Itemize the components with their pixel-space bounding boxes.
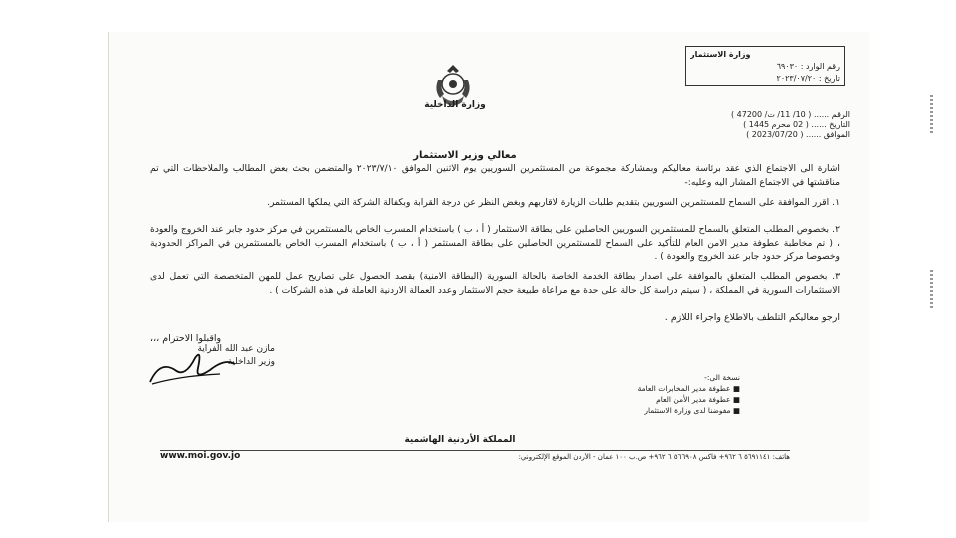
footer-divider <box>160 450 790 451</box>
body-item-3: ٣. بخصوص المطلب المتعلق بالموافقة على اصدار بطاقة الخدمة الخاصة بالحالة السورية (البطاقة الامنية) بقصد الحصول على تصاريح عمل للمهن المتخصصة التي تعمل لدى الاستثمارات السورية في المملكة ، ( سيتم دراسة كل حالة على حدة مع مراعاة طبيعة حجم الاستثمار وعدد العمالة الاردنية العاملة في هذه الشركات ) . <box>150 271 840 296</box>
ref-number-value: ( 10/ 11/ ت/ 47200 ) <box>730 110 812 119</box>
footer-contact: هاتف: ٥٦٩١١٤١ ٦ ٩٦٢+ فاكس ٥٦٦٩٠٨ ٦ ٩٦٢+ ص.ب ١٠٠ عمان - الأردن الموقع الإلكتروني: <box>518 453 790 461</box>
letterhead-ministry: وزارة الداخلية <box>424 100 486 110</box>
ref-hijri-row: التاريخ ...... ( 02 محرم 1445 ) <box>743 120 850 129</box>
stamp-number-label: رقم الوارد <box>806 62 840 71</box>
body-intro: اشارة الى الاجتماع الذي عقد برئاسة معاليكم وبمشاركة مجموعة من المستثمرين السوريين يوم الاثنين الموافق ٢٠٢٣/٧/١٠ والمتضمن بحث بعض المطالب والملاحظات التي تم مناقشتها في الاجتماع المشار اليه وعليه:- <box>150 163 840 188</box>
ref-gregorian-value: ( 2023/07/20 ) <box>746 130 804 139</box>
ref-gregorian-row: الموافق ...... ( 2023/07/20 ) <box>746 130 850 139</box>
copy-to-list <box>610 372 740 416</box>
ref-hijri-value: ( 02 محرم 1445 ) <box>743 120 809 129</box>
closing-request: ارجو معاليكم التلطف بالاطلاع واجراء اللازم . <box>664 312 840 323</box>
ref-number-row: الرقم ...... ( 10/ 11/ ت/ 47200 ) <box>730 110 850 119</box>
scan-edge-mark <box>930 95 933 135</box>
signatory-name: مازن عبد الله الفراية <box>197 344 275 354</box>
footer-country: المملكة الأردنية الهاشمية <box>404 435 516 445</box>
scan-edge-mark <box>930 270 933 310</box>
body-item-1: ١. اقرر الموافقة على السماح للمستثمرين السوريين بتقديم طلبات الزيارة لاقاربهم وبغض النظر عن درجة القرابة وبكفالة الشركة التي يملكها المستثمر. <box>267 197 840 208</box>
reference-block <box>610 110 850 140</box>
footer-website: www.moi.gov.jo <box>160 451 241 461</box>
list-item: ■ عطوفة مدير المخابرات العامة <box>637 384 740 393</box>
stamp-number-row: رقم الوارد : ٦٩٠٣٠ <box>776 62 840 71</box>
body-item-2: ٢. بخصوص المطلب المتعلق بالسماح للمستثمرين السوريين الحاصلين على بطاقة الاستثمار ( أ ، ب ) باستخدام المسرب الخاص بالمستثمرين في مركز حدود جابر عند الخروج والعودة ، ( تم مخاطبة عطوفة مدير الامن العام للتأكيد على السماح للمستثمرين الحاصلين على بطاقة المستثمر ( أ ، ب ) باستخدام المسرب الخاص بالمستثمرين في المراكز الحدودية وخصوصا مركز حدود جابر عند الخروج والعودة ) . <box>150 224 840 262</box>
ref-number-label: الرقم <box>831 110 850 119</box>
incoming-stamp <box>685 46 845 86</box>
list-item: ■ عطوفة مدير الأمن العام <box>656 395 740 404</box>
ref-hijri-label: التاريخ <box>829 120 850 129</box>
closing-respect: واقبلوا الاحترام ،،، <box>150 333 222 344</box>
stamp-date-value: ٢٠٢٣/٠٧/٢٠ <box>776 74 817 83</box>
stamp-date-label: تاريخ <box>824 74 840 83</box>
list-item: ■ مفوضنا لدى وزارة الاستثمار <box>644 406 740 415</box>
stamp-ministry: وزارة الاستثمار <box>690 50 751 59</box>
cc-heading: نسخة الى:- <box>704 373 740 382</box>
stamp-date-row: تاريخ : ٢٠٢٣/٠٧/٢٠ <box>776 74 840 83</box>
signatory-block <box>145 343 275 369</box>
stamp-number-value: ٦٩٠٣٠ <box>776 62 799 71</box>
ref-corresponding-label: الموافق <box>823 130 850 139</box>
signatory-title: وزير الداخلية <box>227 357 275 367</box>
addressee: معالي وزير الاستثمار <box>413 150 517 161</box>
